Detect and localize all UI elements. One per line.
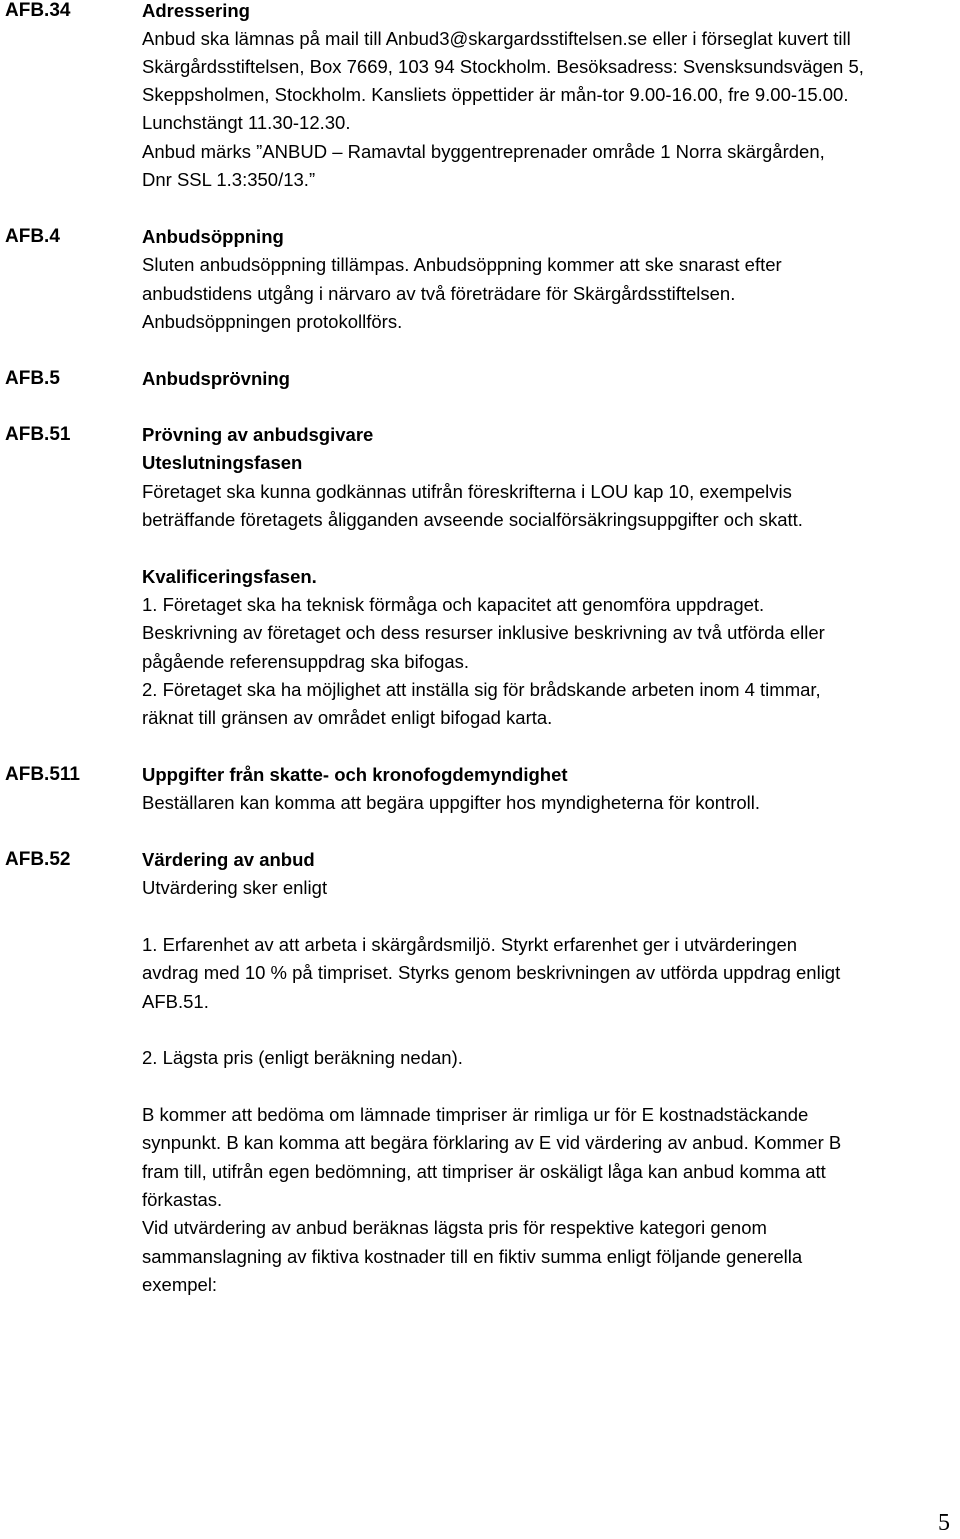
kvalificering-heading: Kvalificeringsfasen. (142, 566, 317, 587)
section-label-afb52: AFB.52 (5, 849, 71, 870)
provning-line: beträffande företagets åligganden avseende socialförsäkringsuppgifter och skatt. (142, 509, 803, 530)
vardering-item2: 2. Lägsta pris (enligt beräkning nedan). (142, 1047, 463, 1068)
anbudsoppning-line: anbudstidens utgång i närvaro av två företrädare för Skärgårdsstiftelsen. (142, 283, 736, 304)
vardering-heading: Värdering av anbud (142, 849, 315, 870)
uteslutning-heading: Uteslutningsfasen (142, 452, 303, 473)
adressering-line: Anbud ska lämnas på mail till Anbud3@skargardsstiftelsen.se eller i förseglat kuvert till (142, 28, 851, 49)
adressering-heading: Adressering (142, 0, 250, 21)
kvalificering-line: Beskrivning av företaget och dess resurser inklusive beskrivning av två utförda eller (142, 622, 825, 643)
vardering-para-line: Vid utvärdering av anbud beräknas lägsta pris för respektive kategori genom (142, 1217, 767, 1238)
vardering-item1-line: avdrag med 10 % på timpriset. Styrks genom beskrivningen av utförda uppdrag enligt (142, 962, 841, 983)
kvalificering-line: pågående referensuppdrag ska bifogas. (142, 651, 470, 672)
uppgifter-line: Beställaren kan komma att begära uppgifter hos myndigheterna för kontroll. (142, 792, 761, 813)
anbudsoppning-line: Sluten anbudsöppning tillämpas. Anbudsöppning kommer att ske snarast efter (142, 254, 782, 275)
section-label-afb34: AFB.34 (5, 0, 71, 21)
vardering-item1-line: AFB.51. (142, 991, 209, 1012)
provning-heading: Prövning av anbudsgivare (142, 424, 374, 445)
vardering-para-line: exempel: (142, 1274, 218, 1295)
vardering-intro: Utvärdering sker enligt (142, 877, 328, 898)
section-label-afb51: AFB.51 (5, 424, 71, 445)
provning-line: Företaget ska kunna godkännas utifrån föreskrifterna i LOU kap 10, exempelvis (142, 481, 792, 502)
adressering-line: Dnr SSL 1.3:350/13.” (142, 169, 316, 190)
kvalificering-line: 1. Företaget ska ha teknisk förmåga och kapacitet att genomföra uppdraget. (142, 594, 765, 615)
vardering-para-line: synpunkt. B kan komma att begära förklaring av E vid värdering av anbud. Kommer B (142, 1132, 842, 1153)
vardering-para-line: förkastas. (142, 1189, 223, 1210)
uppgifter-heading: Uppgifter från skatte- och kronofogdemyndighet (142, 764, 568, 785)
vardering-para-line: sammanslagning av fiktiva kostnader till en fiktiv summa enligt följande generella (142, 1246, 803, 1267)
vardering-para-line: B kommer att bedöma om lämnade timpriser är rimliga ur för E kostnadstäckande (142, 1104, 809, 1125)
kvalificering-line: 2. Företaget ska ha möjlighet att inställa sig för brådskande arbeten inom 4 timmar, (142, 679, 821, 700)
section-label-afb4: AFB.4 (5, 226, 60, 247)
vardering-para-line: fram till, utifrån egen bedömning, att timpriser är oskäligt låga kan anbud komma att (142, 1161, 826, 1182)
section-label-afb5: AFB.5 (5, 368, 60, 389)
adressering-line: Lunchstängt 11.30-12.30. (142, 112, 351, 133)
adressering-line: Skeppsholmen, Stockholm. Kansliets öppettider är mån-tor 9.00-16.00, fre 9.00-15.00. (142, 84, 849, 105)
section-label-afb511: AFB.511 (5, 764, 80, 785)
anbudsoppning-line: Anbudsöppningen protokollförs. (142, 311, 403, 332)
adressering-line: Skärgårdsstiftelsen, Box 7669, 103 94 Stockholm. Besöksadress: Svensksundsvägen 5, (142, 56, 864, 77)
anbudsprovning-heading: Anbudsprövning (142, 368, 290, 389)
adressering-line: Anbud märks ”ANBUD – Ramavtal byggentreprenader område 1 Norra skärgården, (142, 141, 825, 162)
page-number: 5 (938, 1510, 950, 1536)
kvalificering-line: räknat till gränsen av området enligt bifogad karta. (142, 707, 553, 728)
anbudsoppning-heading: Anbudsöppning (142, 226, 284, 247)
vardering-item1-line: 1. Erfarenhet av att arbeta i skärgårdsmiljö. Styrkt erfarenhet ger i utvärderingen (142, 934, 798, 955)
